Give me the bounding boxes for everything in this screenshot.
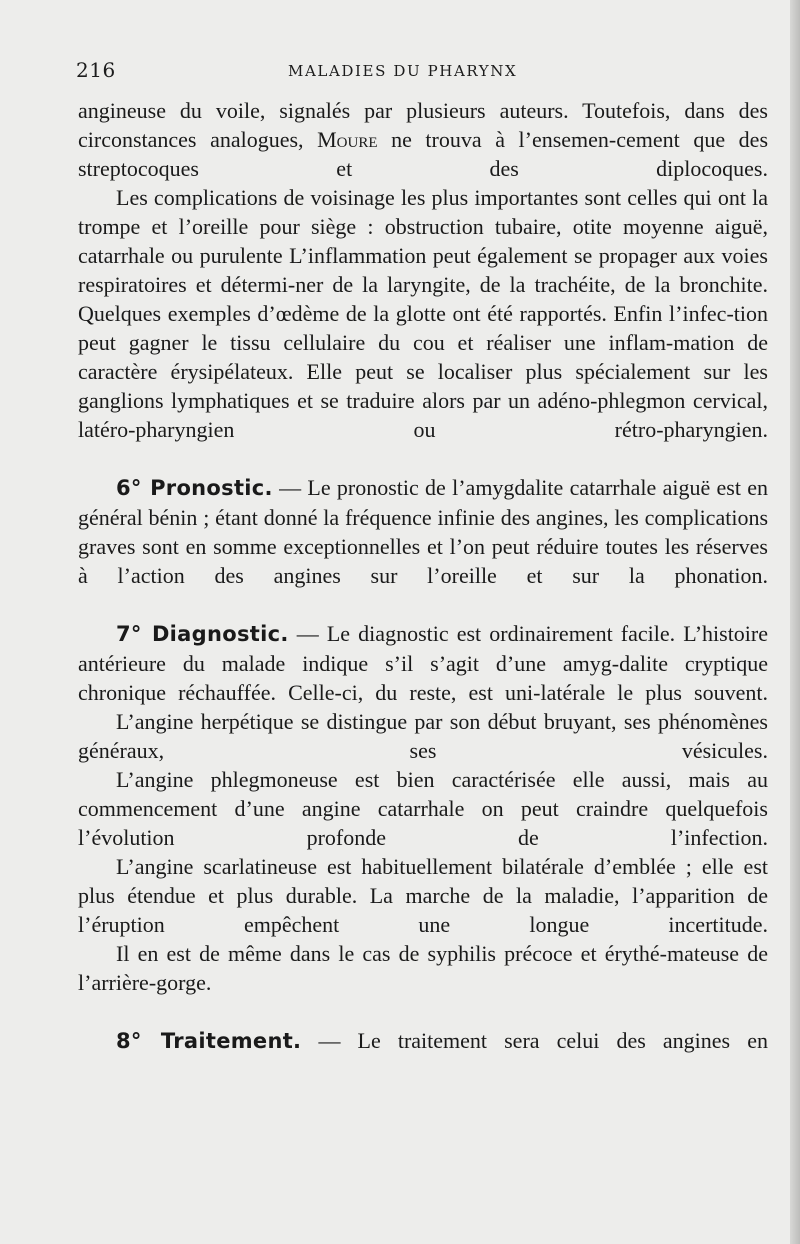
paragraph-continuation	[78, 96, 768, 183]
paragraph-phlegmoneuse: L’angine phlegmoneuse est bien caractérisée elle aussi, mais au commencement d’une angine catarrhale on peut craindre quelquefois l’évolution profonde de l’infection.	[78, 767, 768, 850]
page-number: 216	[76, 58, 116, 82]
section-gap	[78, 444, 768, 473]
section-heading: 8° Traitement.	[116, 1029, 302, 1053]
paragraph-scarlatineuse: L’angine scarlatineuse est habituellement bilatérale d’emblée ; elle est plus étendue et plus durable. La marche de la maladie, l’apparition de l’éruption empêchent une longue incertitude.	[78, 854, 768, 937]
author-name: Moure	[317, 127, 378, 152]
section-diagnostic	[78, 619, 768, 707]
page-edge	[790, 0, 800, 1244]
running-head	[0, 58, 800, 86]
paragraph-complications: Les complications de voisinage les plus importantes sont celles qui ont la trompe et l’oreille pour siège : obstruction tubaire, otite moyenne aiguë, catarrhale ou purulente L’inflammation peut également se propager aux voies respiratoires et détermi-ner de la laryngite, de la trachéite, de la bronchite. Quelques exemples d’œdème de la glotte ont été rapportés. Enfin l’infec-tion peut gagner le tissu cellulaire du cou et réaliser une inflam-mation de caractère érysipélateux. Elle peut se localiser plus spécialement sur les ganglions lymphatiques et se traduire alors par un adéno-phlegmon cervical, latéro-pharyngien ou rétro-pharyngien.	[78, 185, 768, 442]
running-title: MALADIES DU PHARYNX	[288, 62, 518, 80]
section-pronostic	[78, 473, 768, 590]
section-traitement	[78, 1026, 768, 1056]
section-text: — Le diagnostic est ordinairement facile. L’histoire antérieure du malade indique s’il s’agit d’une amyg-dalite cryptique chronique réchauffée. Celle-ci, du reste, est uni-latérale le plus souvent.	[78, 621, 769, 705]
section-gap	[78, 997, 768, 1026]
section-heading: 7° Diagnostic.	[116, 622, 289, 646]
section-text: — Le traitement sera celui des angines en	[301, 1028, 768, 1053]
section-text: — Le pronostic de l’amygdalite catarrhale aiguë est en général bénin ; étant donné la fréquence infinie des angines, les complications graves sont en somme exceptionnelles et l’on peut réduire toutes les réserves à l’action des angines sur l’oreille et sur la phonation.	[78, 475, 768, 588]
section-gap	[78, 590, 768, 619]
section-heading: 6° Pronostic.	[116, 476, 273, 500]
body-text	[78, 96, 768, 1056]
text-segment: ne trouva à l’ensemen-cement que des streptocoques et des diplocoques.	[78, 127, 768, 181]
paragraph-herpetique: L’angine herpétique se distingue par son début bruyant, ses phénomènes généraux, ses vésicules.	[78, 709, 768, 763]
text-segment: angineuse du voile, signalés par plusieurs auteurs. Toutefois, dans des circonstances analogues,	[78, 98, 768, 152]
paragraph-syphilis: Il en est de même dans le cas de syphilis précoce et érythé-mateuse de l’arrière-gorge.	[78, 941, 768, 995]
